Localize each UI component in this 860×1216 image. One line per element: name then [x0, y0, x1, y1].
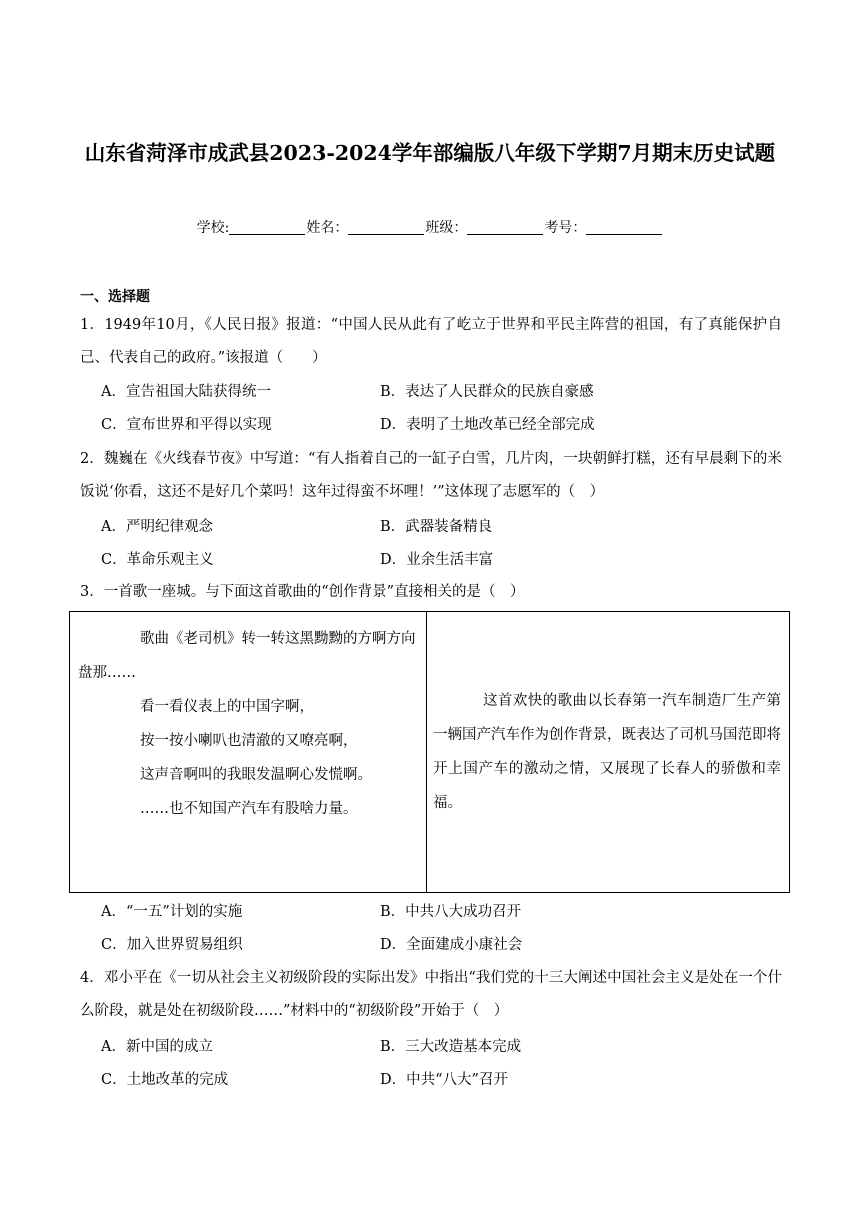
background-cell	[427, 612, 789, 892]
class-label: 班级：	[425, 220, 468, 236]
question-3-option-b[interactable]: B．中共八大成功召开	[380, 904, 522, 920]
student-info-line	[70, 218, 790, 238]
exam-title: 山东省菏泽市成武县2023-2024学年部编版八年级下学期7月期末历史试题	[84, 141, 776, 165]
question-4-option-c[interactable]: C．土地改革的完成	[101, 1072, 229, 1088]
school-blank[interactable]	[229, 220, 305, 235]
question-2-option-b[interactable]: B．武器装备精良	[380, 519, 493, 535]
background-description: 这首欢快的歌曲以长春第一汽车制造厂生产第一辆国产汽车作为创作背景，既表达了司机马国范即将开上国产车的激动之情，又展现了长春人的骄傲和幸福。	[433, 693, 781, 811]
lyrics-table	[69, 611, 790, 893]
lyrics-line: 看一看仪表上的中国字啊，	[140, 699, 314, 715]
lyrics-line: 按一按小喇叭也清澈的又嘹亮啊，	[140, 733, 358, 749]
lyrics-line: ……也不知国产汽车有股啥力量。	[140, 801, 358, 817]
question-1-option-c[interactable]: C．宣布世界和平得以实现	[101, 417, 272, 433]
question-3-option-a[interactable]: A．“一五”计划的实施	[101, 904, 243, 920]
question-1-stem: 1．1949年10月，《人民日报》报道：“中国人民从此有了屹立于世界和平民主阵营的祖国，有了真能保护自己、代表自己的政府。”该报道（ ）	[80, 317, 782, 366]
name-label: 姓名：	[306, 220, 349, 236]
question-1-option-d[interactable]: D．表明了土地改革已经全部完成	[380, 417, 595, 433]
question-4-option-b[interactable]: B．三大改造基本完成	[380, 1039, 522, 1055]
lyrics-intro: 歌曲《老司机》转一转这黑黝黝的方啊方向盘那……	[78, 631, 416, 681]
question-3-option-d[interactable]: D．全面建成小康社会	[380, 937, 523, 953]
question-2-stem: 2．魏巍在《火线春节夜》中写道：“有人指着自己的一缸子白雪，几片肉，一块朝鲜打糕，还有早晨剩下的米饭说‘你看，这还不是好几个菜吗！这年过得蛮不坏哩！’”这体现了志愿军的（ ）	[80, 451, 782, 500]
question-2-option-a[interactable]: A．严明纪律观念	[101, 519, 213, 535]
question-1-option-a[interactable]: A．宣告祖国大陆获得统一	[101, 384, 271, 400]
lyrics-line: 这声音啊叫的我眼发温啊心发慌啊。	[140, 767, 372, 783]
question-4-stem: 4．邓小平在《一切从社会主义初级阶段的实际出发》中指出“我们党的十三大阐述中国社会主义是处在一个什么阶段，就是处在初级阶段……”材料中的“初级阶段”开始于（ ）	[80, 970, 782, 1019]
question-2-option-d[interactable]: D．业余生活丰富	[380, 552, 494, 568]
name-blank[interactable]	[348, 220, 424, 235]
question-2-option-c[interactable]: C．革命乐观主义	[101, 552, 214, 568]
class-blank[interactable]	[467, 220, 543, 235]
school-label: 学校:	[196, 220, 230, 236]
question-1-option-b[interactable]: B．表达了人民群众的民族自豪感	[380, 384, 594, 400]
lyrics-cell	[70, 612, 427, 892]
question-4-option-a[interactable]: A．新中国的成立	[101, 1039, 213, 1055]
question-3-stem: 3．一首歌一座城。与下面这首歌曲的“创作背景”直接相关的是（ ）	[80, 584, 525, 600]
exam-no-blank[interactable]	[586, 220, 662, 235]
section-heading: 一、选择题	[80, 289, 150, 305]
question-3-option-c[interactable]: C．加入世界贸易组织	[101, 937, 243, 953]
question-4-option-d[interactable]: D．中共“八大”召开	[380, 1072, 508, 1088]
exam-no-label: 考号：	[544, 220, 587, 236]
